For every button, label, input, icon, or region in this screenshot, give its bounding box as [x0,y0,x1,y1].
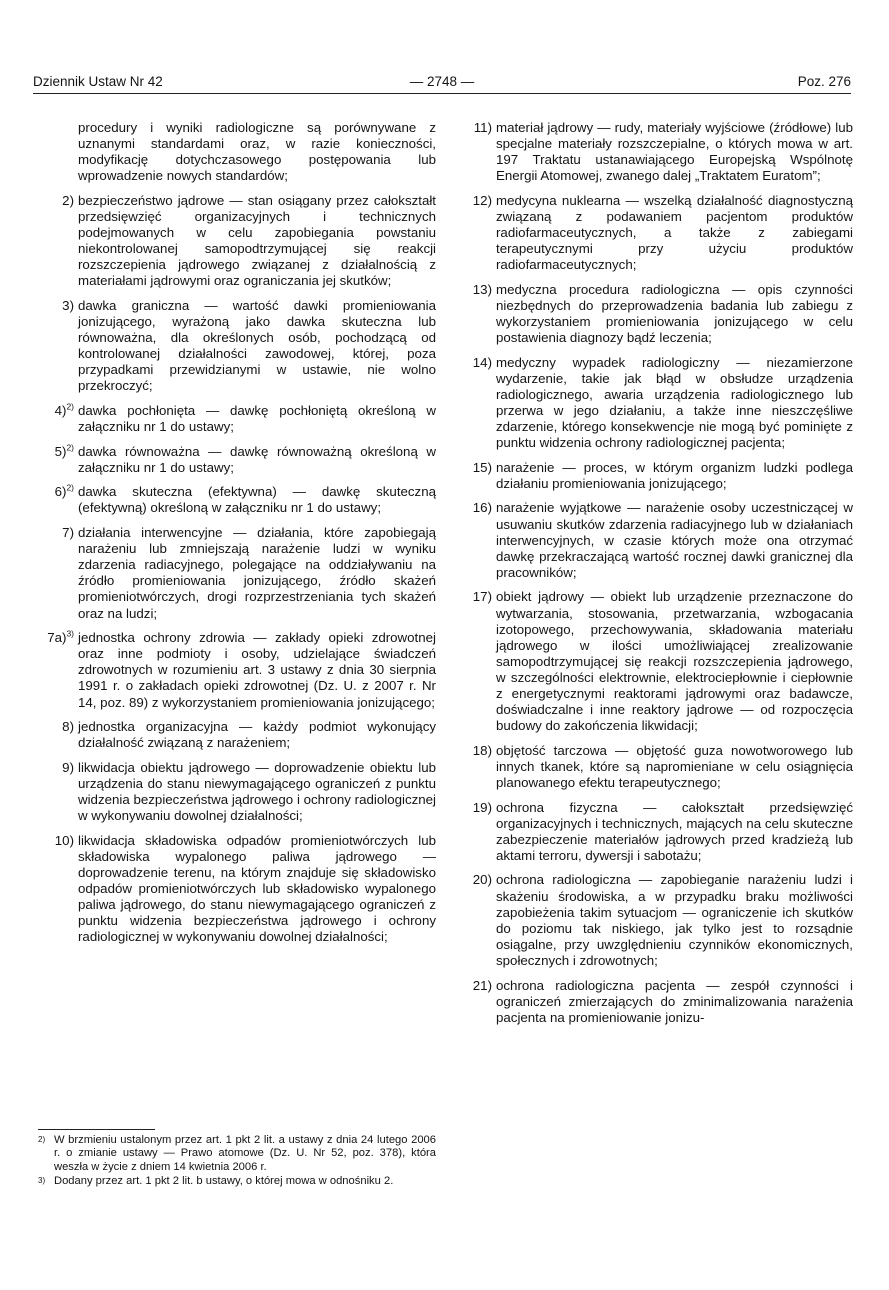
item-number: 21) [472,977,492,993]
definition-item [456,978,853,1026]
item-number: 18) [472,742,492,758]
definition-item [456,872,853,969]
definition-item [456,120,853,184]
item-text: medyczny wypadek radiologiczny — niezamierzone wydarzenie, takie jak błąd w obsłudze urządzenia radiologicznego, awaria urządzenia radiologicznego lub przerwa w jego działaniu, a także inne nieszczęśliwe zdarzenie, którego konsekwencje nie mogą być pominięte z punktu widzenia ochrony radiologicznej pacjenta; [496,354,853,451]
item-number: 7) [62,525,74,541]
item-text: narażenie — proces, w którym organizm ludzki podlega działaniu promieniowania jonizującego; [496,459,853,491]
item-number: 16) [472,500,492,516]
definition-item [456,500,853,580]
footnote-ref: 3) [66,628,74,639]
item-text: dawka graniczna — wartość dawki promieniowania jonizującego, wyrażoną jako dawka skuteczna lub równoważna, dla określonych osób, pochodzącą od kontrolowanej działalności zawodowej, której, poza przypadkami przewidzianymi w ustawie, nie wolno przekroczyć; [78,297,436,394]
definition-item [38,833,436,946]
item-text: objętość tarczowa — objętość guza nowotworowego lub innych tkanek, które są napromieniane w celu osiągnięcia planowanego efektu terapeutycznego; [496,742,853,790]
item-number: 5)$^{2)}$ [54,442,74,459]
definition-item [456,589,853,734]
item-number: 17) [472,589,492,605]
page-header [33,74,851,94]
definition-item [38,193,436,290]
footnote-rule [38,1129,155,1130]
item-number: 14) [472,354,492,370]
footnote-number: 3) [38,1176,46,1186]
definition-item [38,719,436,751]
item-number: 11) [473,120,492,135]
definition-item [38,630,436,710]
definition-item [456,355,853,452]
footnote-ref: 2) [66,442,74,453]
footnote-number: 2) [38,1135,46,1144]
item-number: 9) [62,759,74,775]
item-number: 4)$^{2)}$ [54,401,74,418]
item-text: dawka pochłonięta — dawkę pochłoniętą określoną w załączniku nr 1 do ustawy; [78,403,436,435]
item-number: 8) [62,719,74,735]
footnotes [38,1134,436,1190]
definition-item [456,193,853,273]
definition-item [38,760,436,824]
item-text: dawka skuteczna (efektywna) — dawkę skuteczną (efektywną) określoną w załączniku nr 1 do ustawy; [78,484,436,516]
item-text: narażenie wyjątkowe — narażenie osoby uczestniczącej w usuwaniu skutków zdarzenia radiacyjnego lub w działaniach interwencyjnych, w czasie których może ona otrzymać dawkę przekraczającą wartość rocznej dawki granicznej dla pracowników; [496,500,853,580]
right-column [456,120,853,1034]
definition-item [38,525,436,622]
item-text: jednostka ochrony zdrowia — zakłady opieki zdrowotnej oraz inne podmioty i osoby, udzielające świadczeń zdrowotnych w rozumieniu art. 3 ustawy z dnia 30 sierpnia 1991 r. o zakładach opieki zdrowotnej (Dz. U. z 2007 r. Nr 14, poz. 89) z wykorzystaniem promieniowania jonizującego; [78,630,436,710]
definition-item [38,444,436,476]
footnote-ref: 2) [66,401,74,412]
definition-item [38,403,436,435]
item-text: likwidacja składowiska odpadów promieniotwórczych lub składowiska wypalonego paliwa jądrowego — doprowadzenie terenu, na którym znajduje się składowisko odpadów promieniotwórczych lub składowisko wypalonego paliwa jądrowego, do stanu niewymagającego ograniczeń z punktu widzenia bezpieczeństwa jądrowego i ochrony radiologicznej w wykonywaniu dowolnej działalności; [78,832,436,945]
item-number: 2) [62,192,74,208]
footnote-text: Dodany przez art. 1 pkt 2 lit. b ustawy, o której mowa w odnośniku 2. [54,1175,394,1188]
definition-item [456,460,853,492]
item-text: materiał jądrowy — rudy, materiały wyjściowe (źródłowe) lub specjalne materiały rozszczepialne, o których mowa w art. 197 Traktatu ustanawiającego Europejską Wspólnotę Energii Atomowej, zwanego dalej „Traktatem Euratom”; [496,120,853,184]
item-number: 20) [472,872,492,888]
item-number: 15) [472,459,492,475]
position-number: Poz. 276 [797,74,851,89]
item-number: 6)$^{2)}$ [54,482,74,500]
item-text: likwidacja obiektu jądrowego — doprowadzenie obiektu lub urządzenia do stanu niewymagającego ograniczeń z punktu widzenia bezpieczeństwa jądrowego i ochrony radiologicznej w wykonywaniu dowolnej działalności; [78,759,436,824]
item-text: ochrona radiologiczna pacjenta — zespół czynności i ograniczeń zmierzających do zminimalizowania narażenia pacjenta na promieniowanie jonizu- [496,977,853,1025]
item-number: 13) [472,281,492,297]
item-number: 3) [62,297,74,313]
item-number: 7a)$^{3)}$ [47,628,74,646]
definition-item [456,743,853,791]
footnote [38,1175,436,1188]
item-text: medycyna nuklearna — wszelką działalność diagnostyczną związaną z podawaniem pacjentom produktów radiofarmaceutycznych, a także z zabiegami terapeutycznymi przy użyciu produktów radiofarmaceutycznych; [496,192,853,273]
item-text: medyczna procedura radiologiczna — opis czynności niezbędnych do przeprowadzenia badania lub zabiegu z wykorzystaniem promieniowania jonizującego w celu postawienia diagnozy bądź leczenia; [496,281,853,346]
left-column [38,120,436,954]
item-text: ochrona fizyczna — całokształt przedsięwzięć organizacyjnych i technicznych, mających na celu skuteczne zabezpieczenie materiałów jądrowych przed kradzieżą lub aktami terroru, dywersji i sabotażu; [496,799,853,863]
footnote-ref: 2) [66,482,74,493]
item-number: 19) [472,799,492,815]
footnote-text: W brzmieniu ustalonym przez art. 1 pkt 2 lit. a ustawy z dnia 24 lutego 2006 r. o zmianie ustawy — Prawo atomowe (Dz. U. Nr 52, poz. 378), która weszła w życie z dniem 14 kwietnia 2006 r. [54,1134,436,1173]
item-text: ochrona radiologiczna — zapobieganie narażeniu ludzi i skażeniu środowiska, a w przypadku braku możliwości zapobieżenia takim sytuacjom — ograniczenie ich skutków do poziomu tak niskiego, jak tylko jest to rozsądnie osiągalne, przy uwzględnieniu czynników ekonomicznych, społecznych i zdrowotnych; [496,872,853,968]
definition-item [38,298,436,395]
item-text: jednostka organizacyjna — każdy podmiot wykonujący działalność związaną z narażeniem; [78,719,436,751]
definition-item [456,282,853,346]
header-rule [33,93,851,94]
footnote [38,1134,436,1174]
item-text: działania interwencyjne — działania, które zapobiegają narażeniu lub zmniejszają narażenie ludzi w wyniku zdarzenia radiacyjnego, polegające na oddziaływaniu na źródło promieniowania jonizującego, źródło skażeń promieniotwórczych, drogi rozprzestrzeniania tych skażeń oraz na ludzi; [78,525,436,621]
item-text: bezpieczeństwo jądrowe — stan osiągany przez całokształt przedsięwzięć organizacyjnych i technicznych podejmowanych w celu zapobiegania powstaniu niekontrolowanej samopodtrzymującej się reakcji rozszczepienia jądrowego związanej z działalnością z materiałami jądrowymi oraz ograniczania jej skutków; [78,192,436,289]
journal-title: Dziennik Ustaw Nr 42 [33,74,163,89]
definition-item [456,800,853,864]
definition-item [38,484,436,516]
item-text: obiekt jądrowy — obiekt lub urządzenie przeznaczone do wytwarzania, stosowania, przetwarzania, wzbogacania izotopowego, przechowywania, składowania materiału jądrowego w ilości umożliwiającej zrealizowanie samopodtrzymującej się reakcji rozszczepienia jądrowego, w szczególności elektrownie, elektrociepłownie i ciepłownie z energetycznymi reaktorami jądrowymi oraz badawcze, doświadczalne i inne reaktory jądrowe — od rozpoczęcia budowy do zakończenia likwidacji; [496,589,853,734]
page-number: — 2748 — [409,74,475,89]
item-text: dawka równoważna — dawkę równoważną określoną w załączniku nr 1 do ustawy; [78,443,436,475]
item-number: 10) [54,832,74,848]
continuation-paragraph: procedury i wyniki radiologiczne są porównywane z uznanymi standardami oraz, w razie konieczności, modyfikację dotychczasowego postępowania lub wprowadzenie nowych standardów; [78,120,436,184]
item-number: 12) [472,192,492,208]
